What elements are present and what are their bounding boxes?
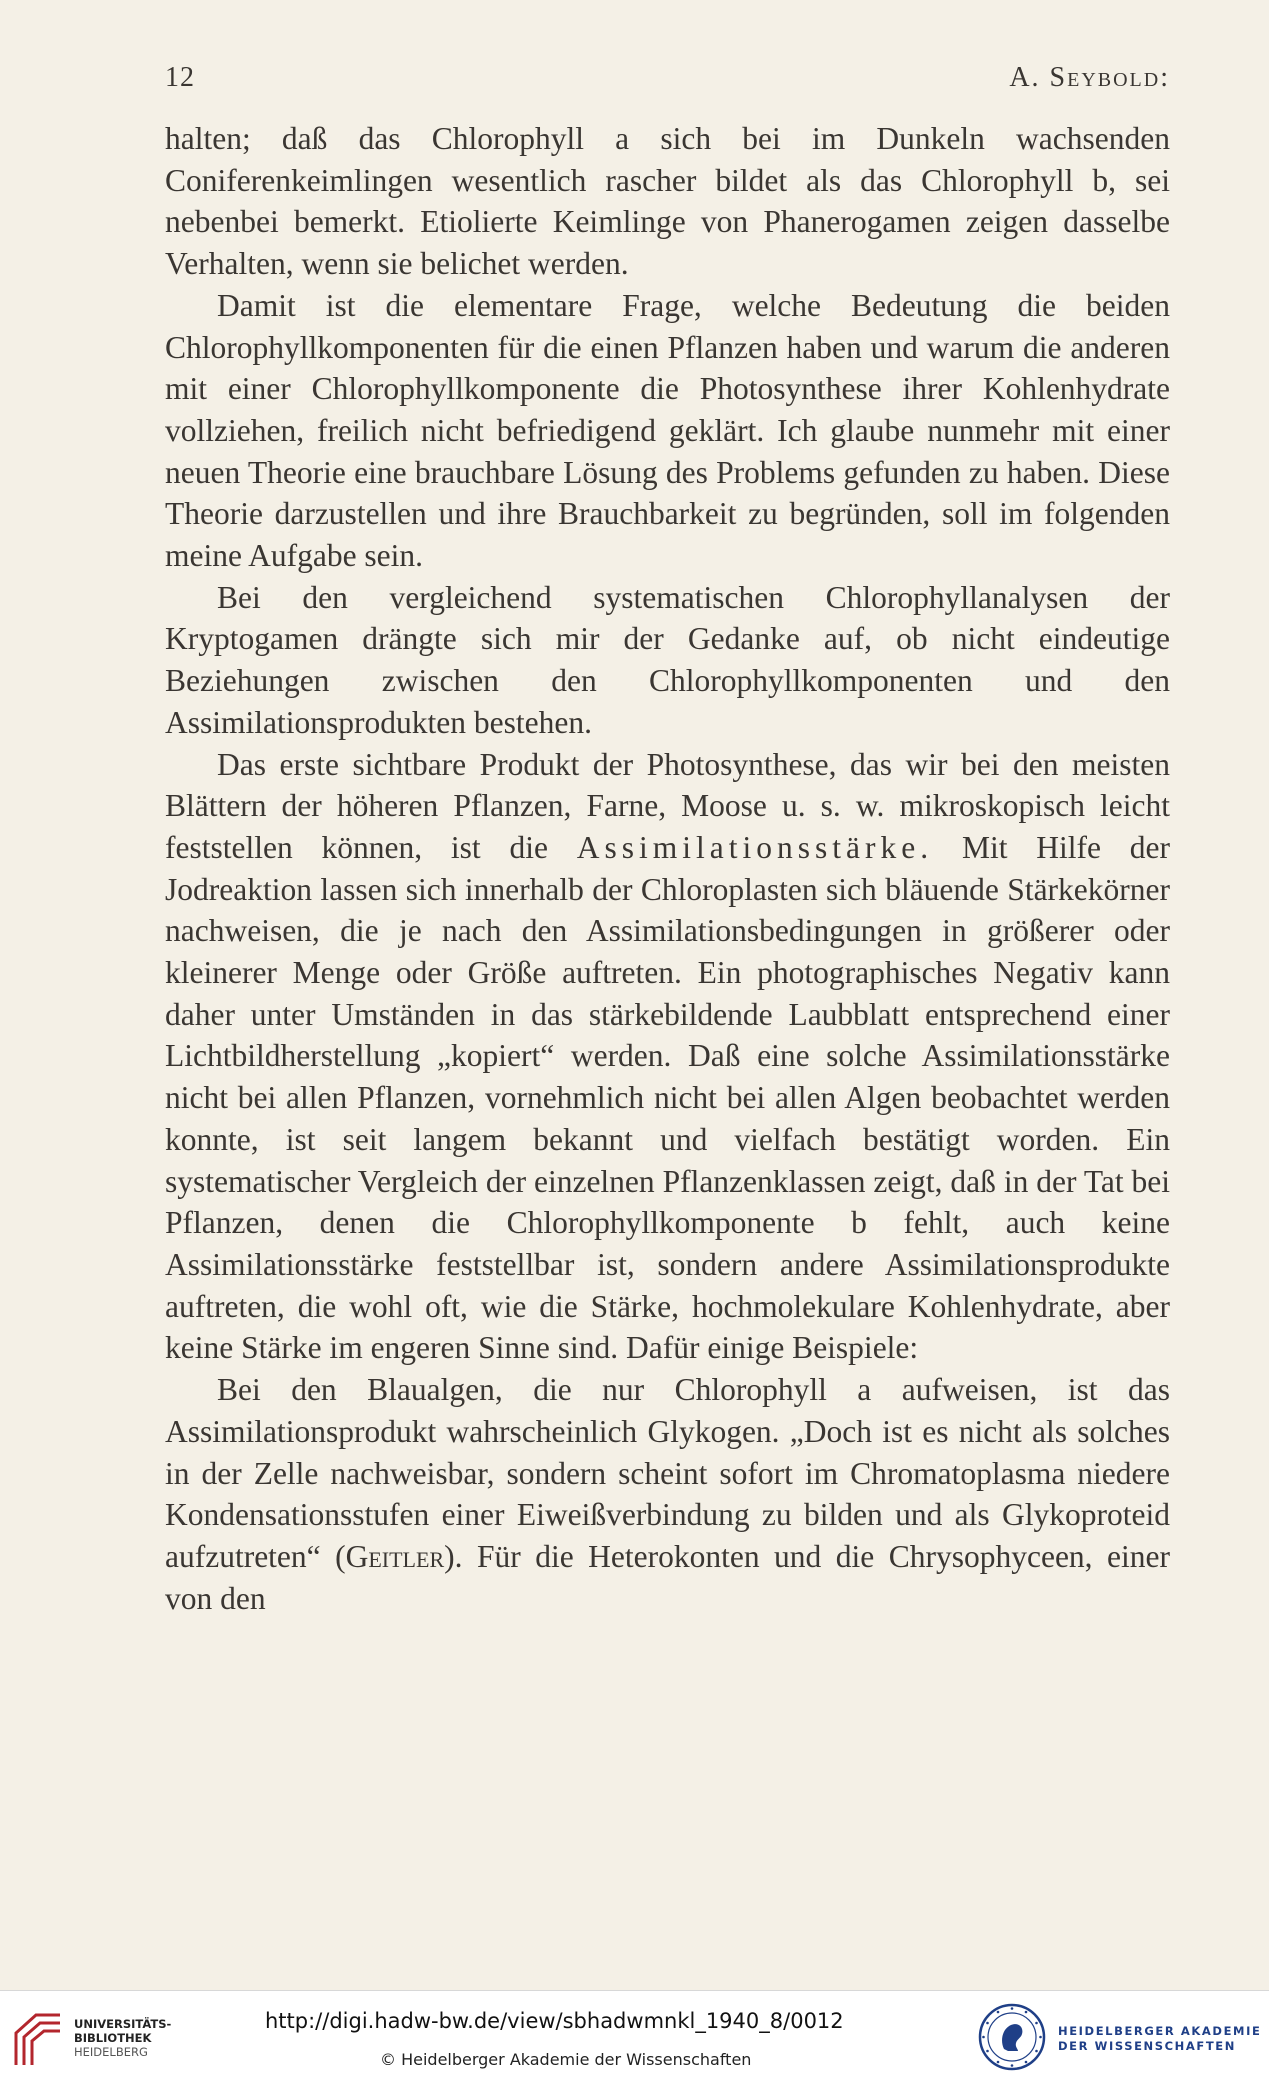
paragraph-5 (165, 1369, 1170, 1619)
emphasized-term: Assimilationsstärke. (576, 829, 934, 865)
permalink-url[interactable]: http://digi.hadw-bw.de/view/sbhadwmnkl_1940_8/0012 (265, 2009, 844, 2033)
paragraph-1: halten; daß das Chlorophyll a sich bei im Dunkeln wachsenden Coniferenkeimlingen wesentlich rascher bildet als das Chlorophyll b, sei nebenbei bemerkt. Etiolierte Keimlinge von Phanerogamen zeigen dasselbe Verhalten, wenn sie belichet werden. (165, 121, 1170, 282)
cited-author: Geitler (345, 1538, 445, 1574)
paragraph-4-part-b: Mit Hilfe der Jodreaktion lassen sich innerhalb der Chloroplasten sich bläuende Stärkekörner nachweisen, die je nach den Assimilationsbedingungen in größerer oder kleinerer Menge oder Größe auftreten. Ein photographisches Negativ kann daher unter Umständen in das stärkebildende Laubblatt entsprechend einer Lichtbildherstellung „kopiert“ werden. Daß eine solche Assimilationsstärke nicht bei allen Pflanzen, vornehmlich nicht bei allen Algen beobachtet werden konnte, ist seit langem bekannt und vielfach bestätigt worden. Ein systematischer Vergleich der einzelnen Pflanzenklassen zeigt, daß in der Tat bei Pflanzen, denen die Chlorophyllkomponente b fehlt, auch keine Assimilationsstärke feststellbar ist, sondern andere Assimilationsprodukte auftreten, die wohl oft, wie die Stärke, hochmolekulare Kohlenhydrate, aber keine Stärke im engeren Sinne sind. Dafür einige Beispiele: (165, 829, 1171, 1366)
paragraph-3: Bei den vergleichend systematischen Chlorophyllanalysen der Kryptogamen drängte sich mir der Gedanke auf, ob nicht eindeutige Beziehungen zwischen den Chlorophyllkomponenten und den Assimilationsprodukten bestehen. (165, 579, 1170, 740)
body-text (165, 118, 1170, 1619)
university-library-name: UNIVERSITÄTS- BIBLIOTHEK HEIDELBERG (74, 2017, 172, 2059)
paragraph-4 (165, 744, 1170, 1370)
running-head (165, 62, 1170, 102)
paragraph-2: Damit ist die elementare Frage, welche Bedeutung die beiden Chlorophyllkomponenten für die einen Pflanzen haben und warum die anderen mit einer Chlorophyllkomponente die Photosynthese ihrer Kohlenhydrate vollziehen, freilich nicht befriedigend geklärt. Ich glaube nunmehr mit einer neuen Theorie eine brauchbare Lösung des Problems gefunden zu haben. Diese Theorie darzustellen und ihre Brauchbarkeit zu begründen, soll im folgenden meine Aufgabe sein. (165, 287, 1170, 574)
digitization-footer (0, 1990, 1269, 2085)
paragraph-5-part-a: Bei den Blaualgen, die nur Chlorophyll a aufweisen, ist das Assimilationsprodukt wahrscheinlich Glykogen. „Doch ist es nicht als solches in der Zelle nachweisbar, sondern scheint sofort im Chromatoplasma niedere Kondensationsstufen einer Eiweißverbindung zu bilden und als Glykoproteid aufzutreten“ ( (165, 1372, 1170, 1574)
academy-seal-icon (978, 2003, 1046, 2071)
university-library-logo-icon (12, 2011, 64, 2069)
copyright-notice: © Heidelberger Akademie der Wissenschaften (380, 2050, 752, 2069)
paragraph-5-part-b: ). Für die Heterokonten und die Chrysophyceen, einer von den (165, 1538, 1170, 1616)
page-number: 12 (165, 62, 195, 93)
running-title: A. Seybold: (1009, 62, 1170, 93)
academy-name: HEIDELBERGER AKADEMIE DER WISSENSCHAFTEN (1058, 2024, 1262, 2053)
paragraph-4-part-a: Das erste sichtbare Produkt der Photosynthese, das wir bei den meisten Blättern der höheren Pflanzen, Farne, Moose u. s. w. mikroskopisch leicht feststellen können, ist die (165, 746, 1170, 865)
